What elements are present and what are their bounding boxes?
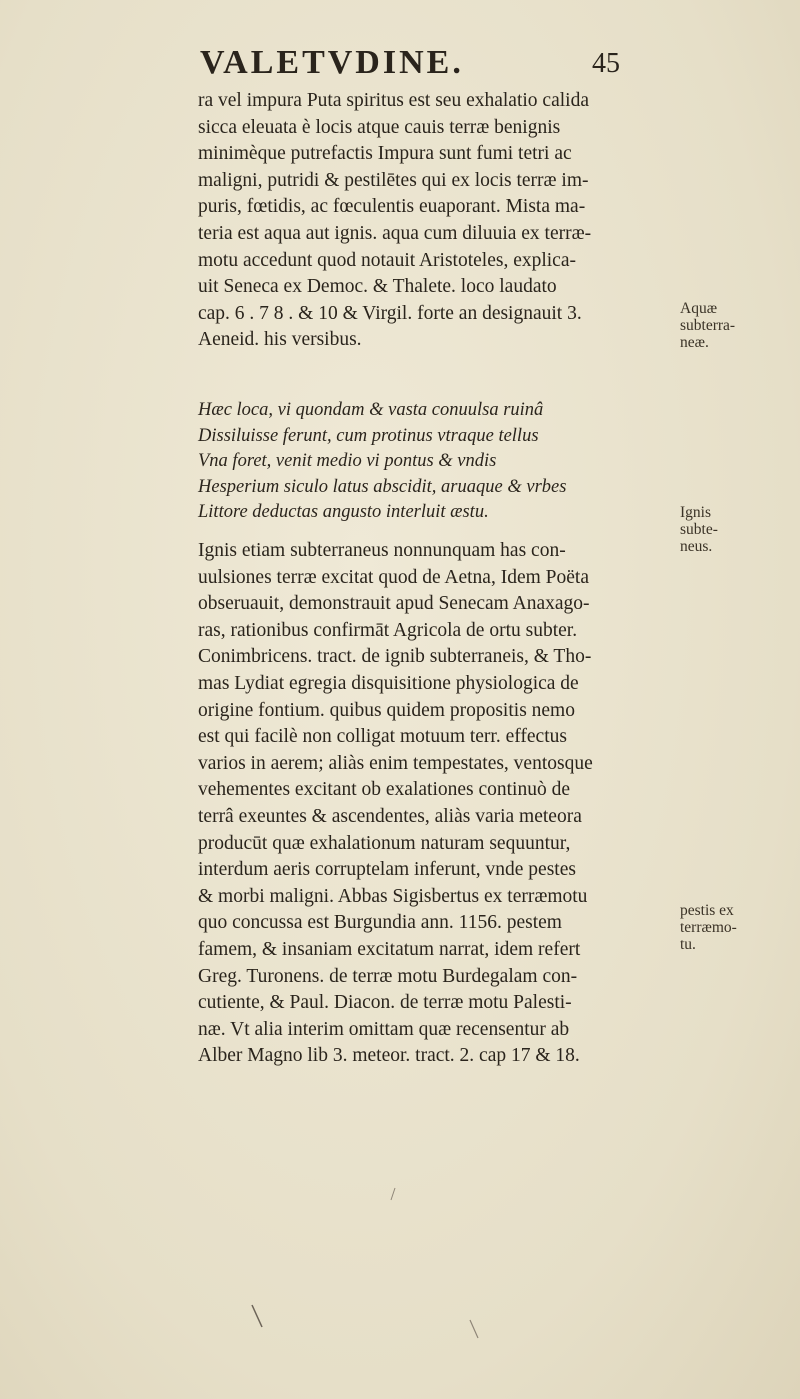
text-line: cap. 6 . 7 8 . & 10 & Virgil. forte an designauit 3.: [198, 302, 582, 324]
text-line: varios in aerem; aliàs enim tempestates, ventosque: [198, 752, 593, 774]
margin-note-line: tu.: [680, 936, 696, 953]
text-line: & morbi maligni. Abbas Sigisbertus ex terræmotu: [198, 885, 588, 907]
text-line: vehementes excitant ob exalationes continuò de: [198, 779, 570, 801]
text-line: terrâ exeuntes & ascendentes, aliàs varia meteora: [198, 805, 582, 827]
page-number: 45: [592, 48, 620, 79]
text-line: ra vel impura Puta spiritus est seu exhalatio calida: [198, 90, 589, 111]
text-line: producūt quæ exhalationum naturam sequuntur,: [198, 832, 571, 854]
text-line: Alber Magno lib 3. meteor. tract. 2. cap 17 & 18.: [198, 1045, 580, 1067]
text-line: mas Lydiat egregia disquisitione physiologica de: [198, 672, 579, 694]
margin-note-line: Aquæ: [680, 300, 718, 317]
text-line: teria est aqua aut ignis. aqua cum diluuia ex terræ-: [198, 222, 592, 244]
text-line: minimèque putrefactis Impura sunt fumi tetri ac: [198, 143, 572, 165]
text-line: famem, & insaniam excitatum narrat, idem refert: [198, 938, 581, 960]
text-line: quo concussa est Burgundia ann. 1156. pestem: [198, 912, 562, 934]
text-line: est qui facilè non colligat motuum terr. effectus: [198, 726, 567, 748]
text-line: Aeneid. his versibus.: [198, 329, 362, 351]
text-line: ras, rationibus confirmāt Agricola de ortu subter.: [198, 619, 578, 641]
ink-mark: [391, 1188, 395, 1200]
verse-line: Vna foret, venit medio vi pontus & vndis: [198, 451, 497, 471]
margin-note-line: terræmo-: [680, 919, 737, 936]
margin-note-line: Ignis: [680, 504, 711, 521]
text-line: sicca eleuata è locis atque cauis terræ benignis: [198, 116, 561, 138]
ink-mark: [470, 1320, 478, 1338]
text-line: origine fontium. quibus quidem propositis nemo: [198, 699, 575, 721]
margin-note-line: subte-: [680, 521, 718, 538]
text-line: puris, fœtidis, ac fœculentis euaporant. Mista ma-: [198, 196, 586, 218]
ink-mark: [252, 1305, 262, 1327]
text-line: motu accedunt quod notauit Aristoteles, explica-: [198, 249, 576, 271]
verse-line: Littore deductas angusto interluit æstu.: [198, 502, 489, 522]
text-line: maligni, putridi & pestilētes qui ex locis terræ im-: [198, 169, 589, 191]
margin-note-line: subterra-: [680, 317, 736, 334]
text-line: næ. Vt alia interim omittam quæ recensentur ab: [198, 1018, 570, 1040]
text-line: Conimbricens. tract. de ignib subterraneis, & Tho-: [198, 646, 592, 668]
verse-line: Dissiluisse ferunt, cum protinus vtraque tellus: [198, 425, 539, 446]
text-line: Greg. Turonens. de terræ motu Burdegalam con-: [198, 965, 578, 987]
text-line: Ignis etiam subterraneus nonnunquam has con-: [198, 540, 566, 561]
verse-line: Hæc loca, vi quondam & vasta conuulsa ruinâ: [198, 400, 544, 420]
margin-note-line: neus.: [680, 538, 713, 555]
text-line: uulsiones terræ excitat quod de Aetna, Idem Poëta: [198, 566, 589, 588]
text-line: obseruauit, demonstrauit apud Senecam Anaxago-: [198, 593, 590, 615]
running-title: VALETVDINE.: [200, 44, 464, 81]
verse-line: Hesperium siculo latus abscidit, aruaque & vrbes: [198, 476, 567, 497]
margin-note-line: pestis ex: [680, 902, 734, 919]
text-line: cutiente, & Paul. Diacon. de terræ motu Palesti-: [198, 992, 572, 1014]
text-line: uit Seneca ex Democ. & Thalete. loco laudato: [198, 276, 557, 298]
margin-note-line: neæ.: [680, 334, 709, 351]
text-line: interdum aeris corruptelam inferunt, vnde pestes: [198, 859, 576, 881]
